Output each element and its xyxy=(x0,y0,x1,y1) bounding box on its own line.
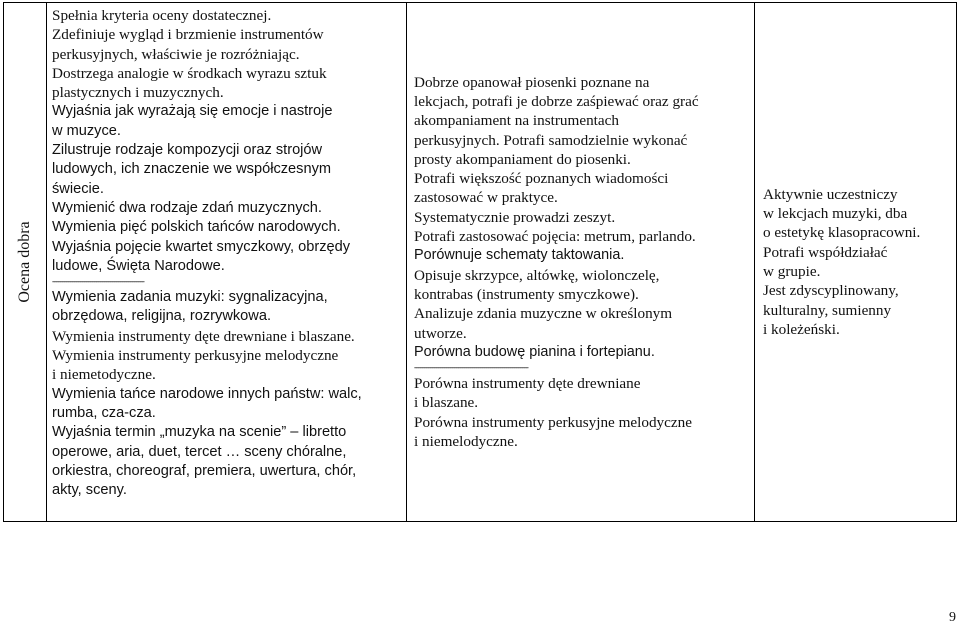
text-line: Potrafi większość poznanych wiadomości xyxy=(414,170,669,188)
text-line: Zdefiniuje wygląd i brzmienie instrumentów xyxy=(52,26,324,44)
page-number: 9 xyxy=(949,610,956,625)
knowledge-criteria-cell xyxy=(47,3,407,521)
text-line: i niemetodyczne. xyxy=(52,366,156,384)
text-line: Analizuje zdania muzyczne w określonym xyxy=(414,305,673,323)
text-line: i koleżeński. xyxy=(763,320,840,338)
text-line: perkusyjnych. Potrafi samodzielnie wykonać xyxy=(414,131,688,149)
attitude-criteria-cell xyxy=(755,3,956,521)
text-line: ludowych, ich znaczenie we współczesnym xyxy=(52,161,332,178)
text-line: Porówna instrumenty dęte drewniane xyxy=(414,375,641,393)
skills-list-basic xyxy=(414,73,748,362)
text-line: i blaszane. xyxy=(414,394,479,412)
text-line: obrzędowa, religijna, rozrywkowa. xyxy=(52,308,271,325)
grade-label: Ocena dobra xyxy=(16,221,33,303)
text-line: Porówna budowę pianina i fortepianu. xyxy=(414,343,655,360)
text-line: ludowe, Święta Narodowe. xyxy=(52,257,225,274)
separator: --------------------------------------------------------- xyxy=(414,362,528,373)
text-line: prosty akompaniament do piosenki. xyxy=(414,150,631,168)
text-line: kontrabas (instrumenty smyczkowe). xyxy=(414,285,639,303)
criteria-list-extended xyxy=(52,288,402,500)
text-line: perkusyjnych, właściwie je rozróżniając. xyxy=(52,45,300,63)
text-line: utworze. xyxy=(414,324,467,342)
text-line: Wymienia instrumenty perkusyjne melodyczne xyxy=(52,347,339,365)
text-line: Porównuje schematy taktowania. xyxy=(414,247,625,264)
separator: ---------------------------------------------- xyxy=(52,276,144,287)
text-line: akompaniament na instrumentach xyxy=(414,112,619,130)
text-line: zastosować w praktyce. xyxy=(414,189,558,207)
text-line: Dostrzega analogie w środkach wyrazu sztuk xyxy=(52,64,327,82)
criteria-list-basic xyxy=(52,6,402,276)
attitude-list xyxy=(763,185,950,339)
text-line: świecie. xyxy=(52,180,104,197)
text-line: o estetykę klasopracowni. xyxy=(763,224,921,242)
text-line: Porówna instrumenty perkusyjne melodyczne xyxy=(414,413,692,431)
text-line: i niemelodyczne. xyxy=(414,433,518,451)
text-line: Wyjaśnia pojęcie kwartet smyczkowy, obrzędy xyxy=(52,238,351,255)
text-line: rumba, cza-cza. xyxy=(52,404,156,421)
text-line: Wymienia tańce narodowe innych państw: walc, xyxy=(52,385,362,402)
row-label-cell xyxy=(4,3,47,521)
text-line: kulturalny, sumienny xyxy=(763,301,892,319)
text-line: Wyjaśnia jak wyrażają się emocje i nastroje xyxy=(52,103,333,120)
text-line: Wymienia instrumenty dęte drewniane i blaszane. xyxy=(52,327,355,345)
text-line: w grupie. xyxy=(763,263,821,280)
text-line: Wymienić dwa rodzaje zdań muzycznych. xyxy=(52,199,322,216)
text-line: operowe, aria, duet, tercet … sceny chóralne, xyxy=(52,443,347,460)
text-line: Opisuje skrzypce, altówkę, wiolonczelę, xyxy=(414,266,660,284)
text-line: w muzyce. xyxy=(52,122,121,139)
text-line: akty, sceny. xyxy=(52,482,127,499)
text-line: Wymienia zadania muzyki: sygnalizacyjna, xyxy=(52,289,328,306)
text-line: plastycznych i muzycznych. xyxy=(52,84,224,102)
text-line: Potrafi zastosować pojęcia: metrum, parlando. xyxy=(414,228,696,246)
text-line: orkiestra, choreograf, premiera, uwertura, chór, xyxy=(52,462,357,479)
text-line: Dobrze opanował piosenki poznane na xyxy=(414,73,650,91)
text-line: Systematycznie prowadzi zeszyt. xyxy=(414,208,616,226)
text-line: Potrafi współdziałać xyxy=(763,243,888,261)
text-line: Spełnia kryteria oceny dostatecznej. xyxy=(52,7,272,24)
text-line: lekcjach, potrafi je dobrze zaśpiewać oraz grać xyxy=(414,92,699,110)
grading-table xyxy=(3,2,957,522)
skills-list-extended xyxy=(414,374,748,451)
text-line: Wymienia pięć polskich tańców narodowych. xyxy=(52,219,341,236)
text-line: Aktywnie uczestniczy xyxy=(763,185,898,203)
skills-criteria-cell xyxy=(407,3,755,521)
text-line: Zilustruje rodzaje kompozycji oraz strojów xyxy=(52,142,323,159)
text-line: w lekcjach muzyki, dba xyxy=(763,205,908,223)
text-line: Jest zdyscyplinowany, xyxy=(763,282,899,300)
text-line: Wyjaśnia termin „muzyka na scenie” – libretto xyxy=(52,424,347,441)
